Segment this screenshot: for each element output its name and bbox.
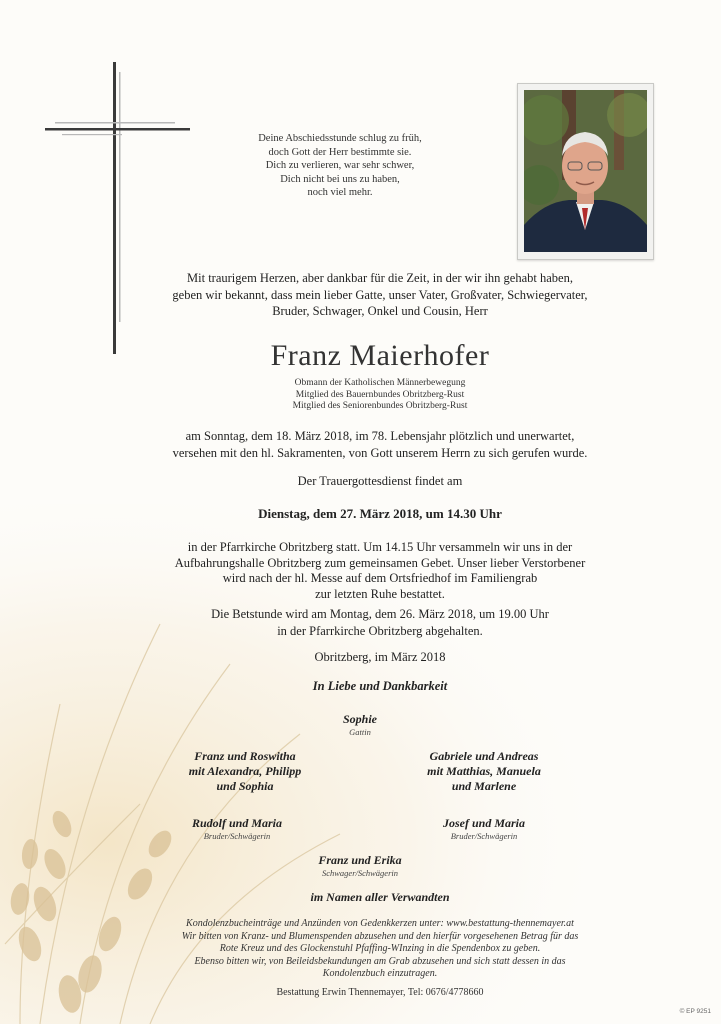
mourner-name: und Marlene <box>451 779 517 793</box>
mourner-name: Rudolf und Maria <box>191 816 283 830</box>
notice-line: Wir bitten von Kranz- und Blumenspenden abzusehen und den hierfür vorgesehenen Betrag für das <box>181 930 579 942</box>
mourner-relation: Bruder/Schwägerin <box>450 831 518 841</box>
condolence-notice <box>100 918 660 981</box>
mourner-name: und Sophia <box>216 779 274 793</box>
relatives-line: im Namen aller Verwandten <box>310 890 450 904</box>
poem-line: Deine Abschiedsstunde schlug zu früh, <box>258 133 422 144</box>
mourner-name: Josef und Maria <box>442 816 525 830</box>
role-line: Mitglied des Seniorenbundes Obritzberg-Rust <box>292 401 468 411</box>
deceased-roles <box>100 378 660 413</box>
death-notice <box>100 428 660 461</box>
mourner-family-right <box>364 749 604 794</box>
ceremony-line: Aufbahrungshalle Obritzberg zum gemeinsamen Gebet. Unser lieber Verstorbener <box>174 555 586 570</box>
mourner-sibling-right <box>364 816 604 842</box>
portrait-frame <box>517 83 654 260</box>
betstunde-line: Die Betstunde wird am Montag, dem 26. März 2018, um 19.00 Uhr <box>211 607 549 621</box>
notice-line: Ebenso bitten wir, von Beileidsbekundungen am Grab abzusehen und sich statt dessen in das <box>194 955 566 967</box>
portrait-photo <box>524 90 647 252</box>
undertaker-contact: Bestattung Erwin Thennemayer, Tel: 0676/4778660 <box>276 987 484 998</box>
love-line: In Liebe und Dankbarkeit <box>312 679 448 693</box>
role-line: Mitglied des Bauernbundes Obritzberg-Rust <box>295 389 465 400</box>
mourner-name: Sophie <box>342 712 377 726</box>
intro-line: geben wir bekannt, dass mein lieber Gatte, unser Vater, Großvater, Schwiegervater, <box>172 287 588 302</box>
mourner-relation: Bruder/Schwägerin <box>203 831 271 841</box>
mourner-relation: Gattin <box>349 727 371 737</box>
mourner-family-left <box>125 749 365 794</box>
intro-line: Bruder, Schwager, Onkel und Cousin, Herr <box>272 304 488 318</box>
mourner-sibling-center <box>240 853 480 879</box>
betstunde-line: in der Pfarrkirche Obritzberg abgehalten. <box>277 623 483 638</box>
notice-line: Kondolenzbucheinträge und Anzünden von Gedenkkerzen unter: www.bestattung-thennemayer.at <box>186 918 574 929</box>
poem-line: Dich zu verlieren, war sehr schwer, <box>265 160 415 171</box>
poem-line: doch Gott der Herr bestimmte sie. <box>268 146 412 158</box>
prayer-hour-notice <box>100 606 660 639</box>
mourner-sibling-left <box>117 816 357 842</box>
ceremony-line: in der Pfarrkirche Obritzberg statt. Um 14.15 Uhr versammeln wir uns in der <box>187 540 573 554</box>
poem <box>240 132 440 200</box>
poem-line: noch viel mehr. <box>307 187 373 198</box>
mourner-spouse <box>240 712 480 738</box>
mourner-name: Franz und Roswitha <box>194 749 296 763</box>
poem-line: Dich nicht bei uns zu haben, <box>280 173 400 185</box>
role-line: Obmann der Katholischen Männerbewegung <box>294 378 466 388</box>
mourner-name: mit Alexandra, Philipp <box>188 764 302 778</box>
form-code: © EP 9251 <box>679 1008 711 1015</box>
death-line: am Sonntag, dem 18. März 2018, im 78. Lebensjahr plötzlich und unerwartet, <box>185 429 575 443</box>
funeral-date: Dienstag, dem 27. März 2018, um 14.30 Uhr <box>258 506 502 521</box>
ceremony-line: wird nach der hl. Messe auf dem Ortsfriedhof im Familiengrab <box>222 571 538 585</box>
intro-line: Mit traurigem Herzen, aber dankbar für die Zeit, in der wir ihn gehabt haben, <box>187 271 573 285</box>
notice-line: Rote Kreuz und des Glockenstuhl Pfaffing-WInzing in die Spendenbox zu geben. <box>219 943 541 954</box>
mourner-relation: Schwager/Schwägerin <box>321 868 399 878</box>
place-date: Obritzberg, im März 2018 <box>314 650 446 664</box>
intro-text <box>100 270 660 320</box>
death-line: versehen mit den hl. Sakramenten, von Gott unserem Herrn zu sich gerufen wurde. <box>172 445 588 460</box>
funeral-intro: Der Trauergottesdienst findet am <box>297 474 463 488</box>
ceremony-line: zur letzten Ruhe bestattet. <box>315 586 445 601</box>
notice-line: Kondolenzbuch einzutragen. <box>322 968 438 979</box>
deceased-name: Franz Maierhofer <box>270 339 490 372</box>
mourner-name: Franz und Erika <box>318 853 402 867</box>
mourner-name: Gabriele und Andreas <box>429 749 539 763</box>
mourner-name: mit Matthias, Manuela <box>427 764 541 778</box>
ceremony-details <box>100 540 660 602</box>
